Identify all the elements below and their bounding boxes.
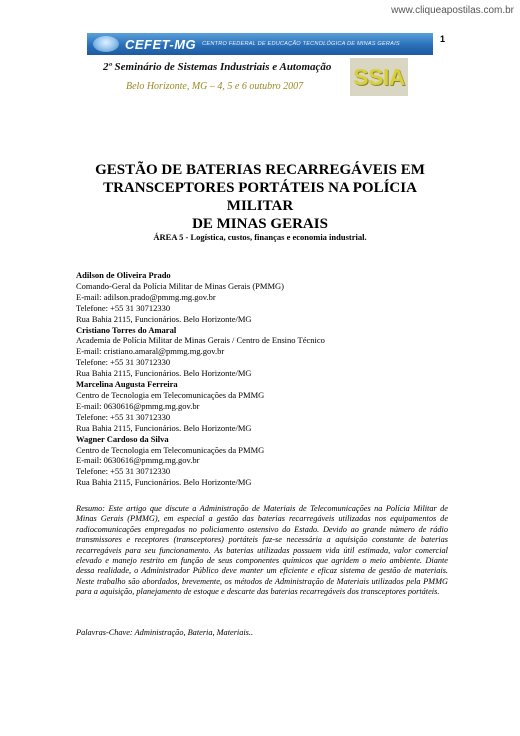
seminar-title: 2º Seminário de Sistemas Industriais e Automação xyxy=(103,61,332,73)
author-phone: Telefone: +55 31 30712330 xyxy=(76,357,171,368)
author-name: Adilson de Oliveira Prado xyxy=(76,270,171,280)
author-address: Rua Bahia 2115, Funcionários. Belo Horizonte/MG xyxy=(76,368,252,379)
author-affiliation: Centro de Tecnologia em Telecomunicações da PMMG xyxy=(76,389,265,400)
author-address: Rua Bahia 2115, Funcionários. Belo Horizonte/MG xyxy=(76,477,252,488)
paper-title xyxy=(70,161,450,233)
author-email: E-mail: cristiano.amaral@pmmg.mg.gov.br xyxy=(76,346,225,357)
paper-title-line: DE MINAS GERAIS xyxy=(192,216,328,232)
ssia-logo-text: SSIA xyxy=(353,63,405,90)
author-name: Marcelina Augusta Ferreira xyxy=(76,379,178,390)
cefet-banner xyxy=(87,33,433,55)
author-phone: Telefone: +55 31 30712330 xyxy=(76,466,171,477)
seminar-place: Belo Horizonte, MG – 4, 5 e 6 outubro 2007 xyxy=(126,81,304,92)
author-list xyxy=(76,270,436,488)
area-line: ÁREA 5 - Logística, custos, finanças e economia industrial. xyxy=(153,232,367,242)
author-phone: Telefone: +55 31 30712330 xyxy=(76,411,171,422)
author-name: Wagner Cardoso da Silva xyxy=(76,433,169,444)
author-affiliation: Academia de Polícia Militar de Minas Gerais / Centro de Ensino Técnico xyxy=(76,335,325,346)
author-email: E-mail: adilson.prado@pmmg.mg.gov.br xyxy=(76,291,216,302)
author-block xyxy=(76,379,436,434)
keywords: Palavras-Chave: Administração, Bateria, Materiais.. xyxy=(76,628,254,637)
abstract: Resumo: Este artigo que discute a Administração de Materiais de Telecomunicações na Polícia Militar de Minas Gerais (PMMG), em especial a gestão das baterias recarregáveis utilizadas nos equipamentos de radiocomunicações empregados no policiamento ostensivo do Estado. Devido ao grande número de rádio transmissores e receptores (transceptores) portáteis faz-se necessária a aquisição constante de baterias recarregáveis para seu funcionamento. As baterias utilizadas possuem vida útil estimada, valor comercial elevado e manejo restrito em função de seus componentes químicos que agridem o meio ambiente. Diante dessa realidade, o Administrador Público deve manter um eficiente e eficaz sistema de gestão de materiais. Neste trabalho são abordados, brevemente, os métodos de Administração de Materiais utilizados pela PMMG para a aquisição, planejamento de estoque e descarte das baterias recarregáveis dos transceptores portáteis. xyxy=(76,504,448,597)
cefet-logo-icon xyxy=(93,36,119,52)
author-email: E-mail: 0630616@pmmg.mg.gov.br xyxy=(76,400,200,411)
author-block xyxy=(76,270,436,325)
paper-title-line: GESTÃO DE BATERIAS RECARREGÁVEIS EM xyxy=(95,162,425,178)
author-block xyxy=(76,325,436,380)
paper-title-line: TRANSCEPTORES PORTÁTEIS NA POLÍCIA MILITAR xyxy=(103,180,417,214)
author-name: Cristiano Torres do Amaral xyxy=(76,324,177,335)
author-phone: Telefone: +55 31 30712330 xyxy=(76,302,171,313)
watermark-url: www.cliqueapostilas.com.br xyxy=(391,5,514,16)
author-affiliation: Centro de Tecnologia em Telecomunicações da PMMG xyxy=(76,444,265,455)
ssia-logo xyxy=(350,58,408,96)
author-block xyxy=(76,434,436,489)
author-email: E-mail: 0630616@pmmg.mg.gov.br xyxy=(76,455,200,466)
page-number: 1 xyxy=(440,34,446,44)
banner-subtitle: CENTRO FEDERAL DE EDUCAÇÃO TECNOLÓGICA DE MINAS GERAIS xyxy=(202,41,400,47)
banner-title: CEFET-MG xyxy=(125,36,197,52)
author-address: Rua Bahia 2115, Funcionários. Belo Horizonte/MG xyxy=(76,313,252,324)
author-affiliation: Comando-Geral da Polícia Militar de Minas Gerais (PMMG) xyxy=(76,280,284,291)
author-address: Rua Bahia 2115, Funcionários. Belo Horizonte/MG xyxy=(76,422,252,433)
